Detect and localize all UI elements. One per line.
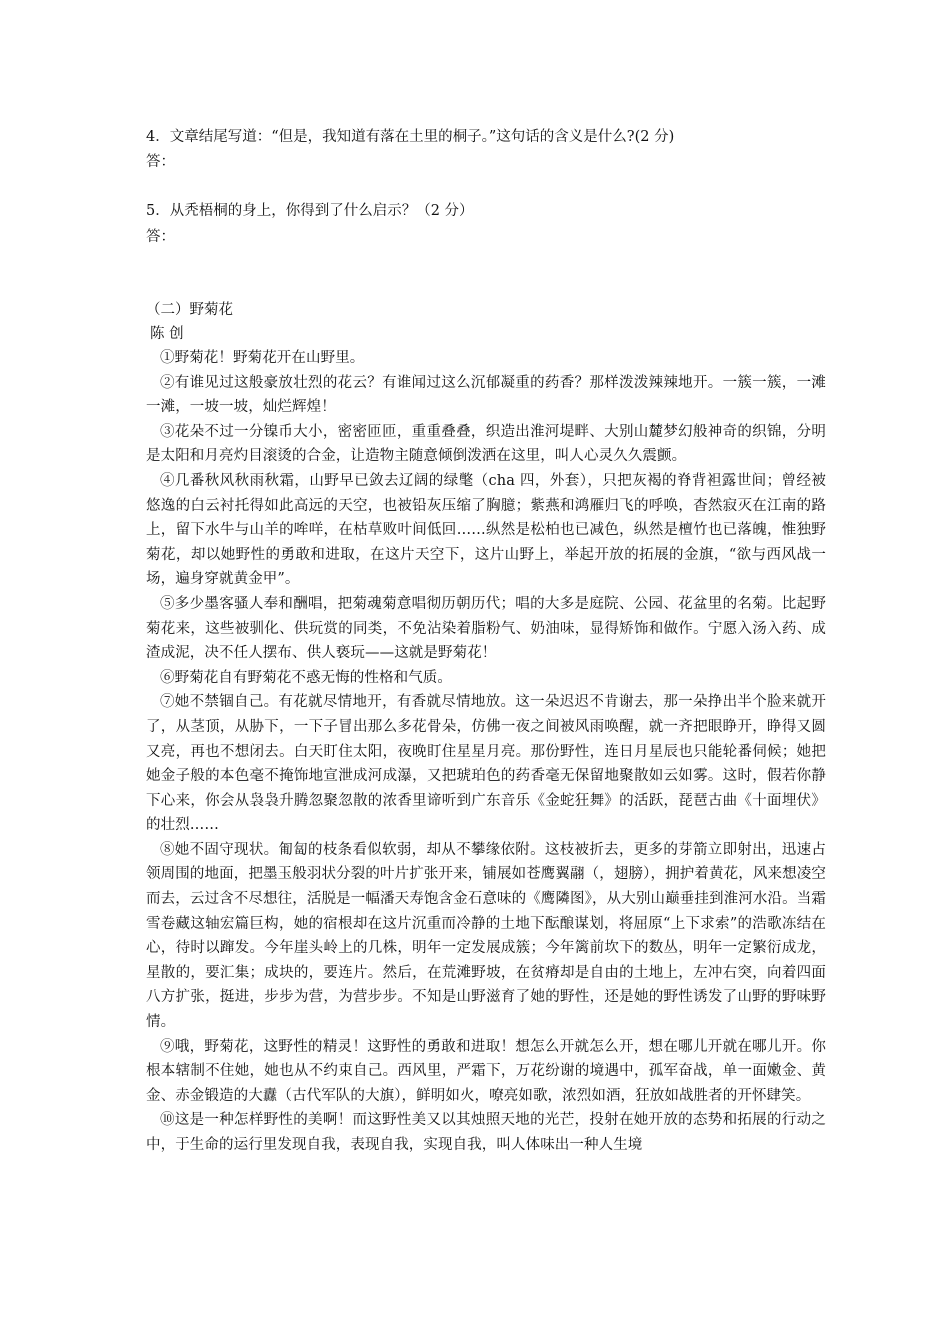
article-author: 陈 创: [150, 326, 184, 342]
paragraph-8: ⑧她不固守现状。匍匐的枝条看似软弱，却从不攀缘依附。这枝被折去，更多的芽箭立即射出，迅速占领周围的地面，把墨玉般羽状分裂的叶片扩张开来，铺展如苍鹰翼翮（，翅膀），拥护着黄花，风来想凌空而去，云过含不尽想往，活脱是一幅潘天寿饱含金石意味的《鹰隣图》，从大别山巅垂挂到淮河水沿。当霜雪卷藏这轴宏篇巨构，她的宿根却在这片沉重而冷静的土地下酝酿谋划，将屈原“上下求索”的浩歌冻结在心，待时以蹿发。今年崖头岭上的几株，明年一定发展成簇；今年篱前坎下的数丛，明年一定繁衍成龙，星散的，要汇集；成块的，要连片。然后，在荒滩野坡，在贫瘠却是自由的土地上，左冲右突，向着四面八方扩张，挺进，步步为营，为营步步。不知是山野滋育了她的野性，还是她的野性诱发了山野的野味野情。: [146, 841, 826, 1031]
question-4-answer-label: 答：: [146, 154, 175, 170]
article-title: （二）野菊花: [146, 302, 233, 318]
paragraph-10: ⑩这是一种怎样野性的美啊！而这野性美又以其烛照天地的光芒，投射在她开放的态势和拓展的行动之中，于生命的运行里发现自我，表现自我，实现自我，叫人体味出一种人生境: [146, 1112, 826, 1153]
question-4-prompt: 4．文章结尾写道：“但是，我知道有落在土里的桐子。”这句话的含义是什么?(2 分): [146, 129, 675, 145]
paragraph-2: ②有谁见过这般豪放壮烈的花云？有谁闻过这么沉郁凝重的药香？那样泼泼辣辣地开。一簇一簇，一滩一滩，一坡一坡，灿烂辉煌！: [146, 374, 826, 416]
article-section: [146, 298, 826, 1158]
paragraph-1: ①野菊花！野菊花开在山野里。: [160, 350, 365, 366]
question-5-prompt: 5．从秃梧桐的身上，你得到了什么启示？（2 分）: [146, 203, 474, 219]
paragraph-4: ④几番秋风秋雨秋霜，山野早已敛去辽阔的绿氅（cha 四，外套），只把灰褐的脊背袒露世间；曾经被悠逸的白云衬托得如此高远的天空，也被铅灰压缩了胸臆；紫燕和鸿雁归飞的呼唤，杳然寂灭在江南的路上，留下水牛与山羊的哞咩，在枯草败叶间低回……纵然是松柏也已减色，纵然是檀竹也已落魄，惟独野菊花，却以她野性的勇敢和进取，在这片天空下，这片山野上，举起开放的拓展的金旗，“欲与西风战一场，遍身穿就黄金甲”。: [146, 472, 826, 588]
paragraph-9: ⑨哦，野菊花，这野性的精灵！这野性的勇敢和进取！想怎么开就怎么开，想在哪儿开就在哪儿开。你根本辖制不住她，她也从不约束自己。西风里，严霜下，万花纷谢的境遇中，孤军奋战，单一面嫩金、黄金、赤金锻造的大纛（古代军队的大旗），鲜明如火，嘹亮如歌，浓烈如酒，狂放如战胜者的开怀肆笑。: [146, 1038, 826, 1104]
paragraph-6: ⑥野菊花自有野菊花不惑无悔的性格和气质。: [160, 669, 452, 686]
paragraph-3: ③花朵不过一分镍币大小，密密匝匝，重重叠叠，织造出淮河堤畔、大别山麓梦幻般神奇的织锦，分明是太阳和月亮灼目滚烫的合金，让造物主随意倾倒泼洒在这里，叫人心灵久久震颤。: [146, 423, 826, 465]
question-5-answer-label: 答：: [146, 229, 175, 245]
paragraph-7: ⑦她不禁锢自己。有花就尽情地开，有香就尽情地放。这一朵迟迟不肯谢去，那一朵挣出半个脸来就开了，从茎顶，从胁下，一下子冒出那么多花骨朵，仿佛一夜之间被风雨唤醒，就一齐把眼睁开，睁得又圆又亮，再也不想闭去。白天盯住太阳，夜晚盯住星星月亮。那份野性，连日月星辰也只能轮番伺候；她把她金子般的本色毫不掩饰地宣泄成河成瀑，又把琥珀色的药香毫无保留地聚散如云如雾。这时，假若你静下心来，你会从袅袅升腾忽聚忽散的浓香里谛听到广东音乐《金蛇狂舞》的活跃，琵琶古曲《十面埋伏》的壮烈……: [146, 694, 826, 834]
paragraph-5: ⑤多少墨客骚人奉和酬唱，把菊魂菊意唱彻历朝历代；唱的大多是庭院、公园、花盆里的名菊。比起野菊花来，这些被驯化、供玩赏的同类，不免沾染着脂粉气、奶油味，显得矫饰和做作。宁愿入汤入药、成渣成泥，决不任人摆布、供人亵玩——这就是野菊花！: [146, 595, 826, 662]
